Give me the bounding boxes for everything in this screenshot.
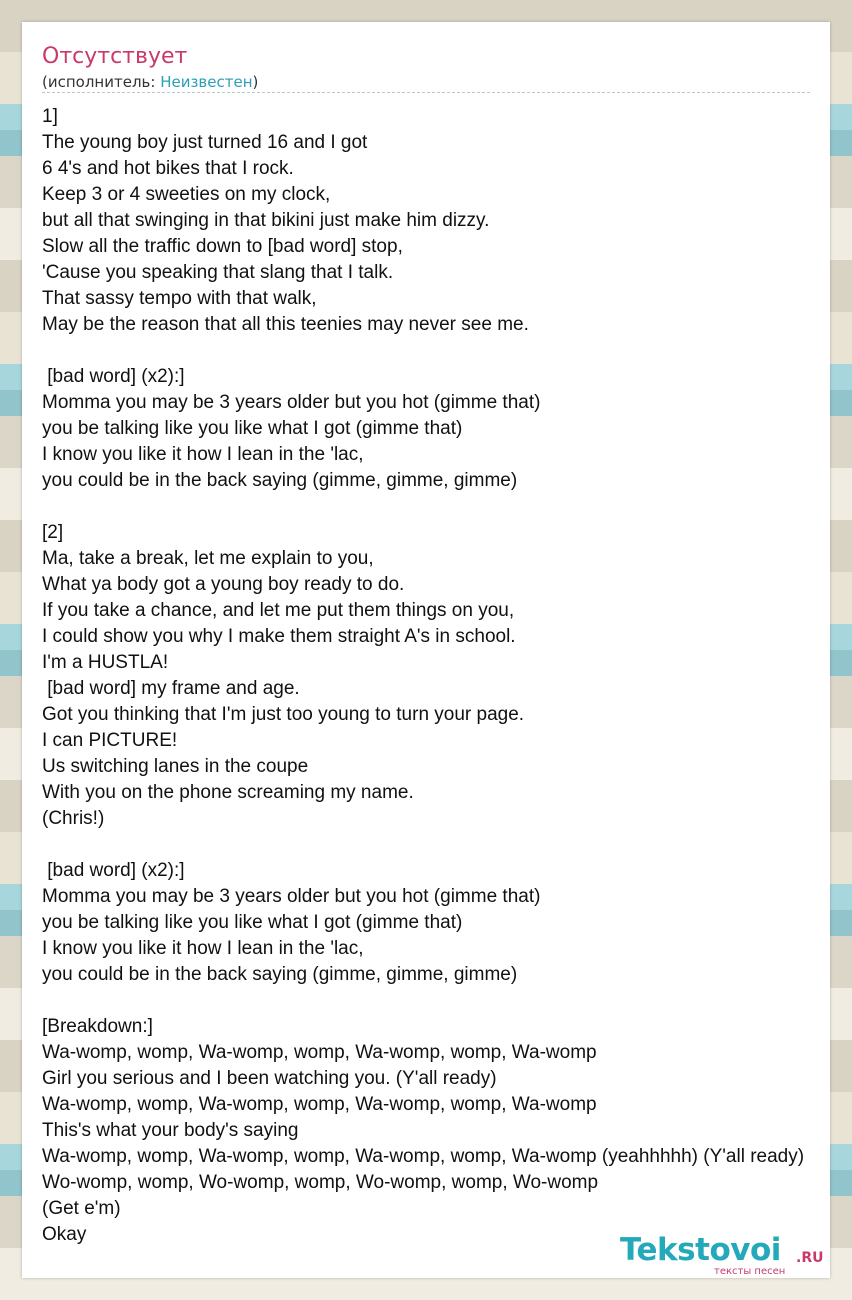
- lyrics-text: 1] The young boy just turned 16 and I got 6 4's and hot bikes that I rock. Keep 3 or 4 sweeties on my clock, but all that swinging in that bikini just make him dizzy. Slow all the traffic down to [bad word] stop, 'Cause you speaking that slang that I talk. That sassy tempo with that walk, May be the reason that all this teenies may never see me. [bad word] (x2):] Momma you may be 3 years older but you hot (gimme that) you be talking like you like what I got (gimme that) I know you like it how I lean in the 'lac, you could be in the back saying (gimme, gimme, gimme) [2] Ma, take a break, let me explain to you, What ya body got a young boy ready to do. If you take a chance, and let me put them things on you, I could show you why I make them straight A's in school. I'm a HUSTLA! [bad word] my frame and age. Got you thinking that I'm just too young to turn your page. I can PICTURE! Us switching lanes in the coupe With you on the phone screaming my name. (Chris!) [bad word] (x2):] Momma you may be 3 years older but you hot (gimme that) you be talking like you like what I got (gimme that) I know you like it how I lean in the 'lac, you could be in the back saying (gimme, gimme, gimme) [Breakdown:] Wa-womp, womp, Wa-womp, womp, Wa-womp, womp, Wa-womp Girl you serious and I been watching you. (Y'all ready) Wa-womp, womp, Wa-womp, womp, Wa-womp, womp, Wa-womp This's what your body's saying Wa-womp, womp, Wa-womp, womp, Wa-womp, womp, Wa-womp (yeahhhhh) (Y'all ready) Wo-womp, womp, Wo-womp, womp, Wo-womp, womp, Wo-womp (Get e'm) Okay: [42, 106, 805, 1245]
- lyrics-card: [22, 22, 830, 1278]
- divider: [42, 92, 810, 93]
- artist-suffix: ): [252, 73, 259, 91]
- artist-line: [42, 73, 258, 91]
- song-title: Отсутствует: [42, 44, 188, 69]
- logo-tld: .RU: [796, 1250, 824, 1266]
- artist-prefix: (исполнитель:: [42, 73, 161, 91]
- logo-name: Tekstovoi: [620, 1232, 781, 1268]
- logo-tagline: тексты песен: [714, 1266, 786, 1277]
- artist-link[interactable]: Неизвестен: [160, 73, 253, 91]
- site-logo[interactable]: [620, 1232, 830, 1276]
